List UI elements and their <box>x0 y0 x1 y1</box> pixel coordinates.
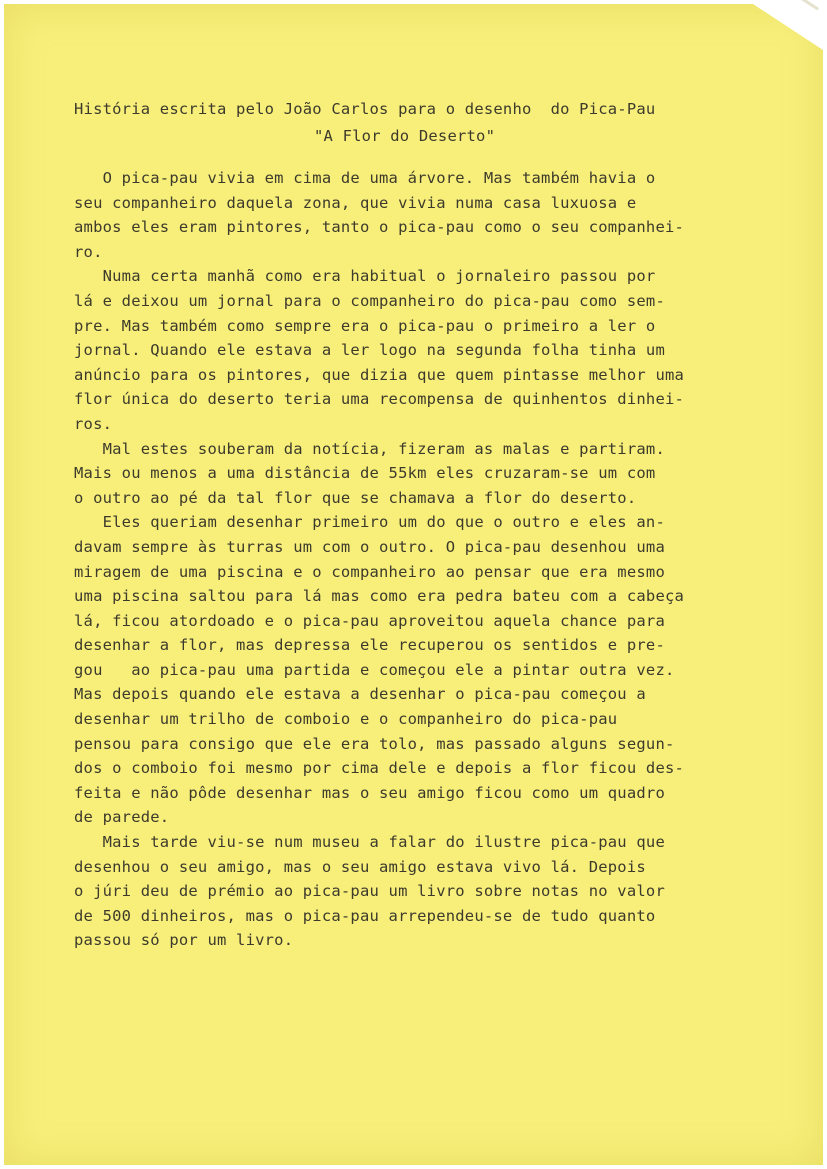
text-line: miragem de uma piscina e o companheiro ao pensar que era mesmo <box>74 562 665 581</box>
text-line: ambos eles eram pintores, tanto o pica-pau como o seu companhei- <box>74 218 685 237</box>
text-line: uma piscina saltou para lá mas como era pedra bateu com a cabeça <box>74 587 685 606</box>
text-line: Mais tarde viu-se num museu a falar do ilustre pica-pau que <box>74 833 665 852</box>
text-line: de parede. <box>74 808 170 827</box>
text-line: lá e deixou um jornal para o companheiro do pica-pau como sem- <box>74 291 665 310</box>
text-line: passou só por um livro. <box>74 931 294 950</box>
typewritten-page <box>4 4 823 1165</box>
text-line: dos o comboio foi mesmo por cima dele e depois a flor ficou des- <box>74 759 685 778</box>
text-line: pensou para consigo que ele era tolo, mas passado alguns segun- <box>74 734 675 753</box>
text-line: o outro ao pé da tal flor que se chamava a flor do deserto. <box>74 488 637 507</box>
text-line: lá, ficou atordoado e o pica-pau aproveitou aquela chance para <box>74 611 665 630</box>
text-line: desenhar um trilho de comboio e o companheiro do pica-pau <box>74 710 618 729</box>
text-line: Mal estes souberam da notícia, fizeram as malas e partiram. <box>74 439 665 458</box>
title-line-2: "A Flor do Deserto" <box>314 127 496 145</box>
title-line-1: História escrita pelo João Carlos para o desenho do Pica-Pau <box>74 100 656 118</box>
text-line: anúncio para os pintores, que dizia que quem pintasse melhor uma <box>74 365 685 384</box>
text-line: Eles queriam desenhar primeiro um do que o outro e eles an- <box>74 513 665 532</box>
text-line: de 500 dinheiros, mas o pica-pau arrependeu-se de tudo quanto <box>74 906 656 925</box>
text-line: gou ao pica-pau uma partida e começou ele a pintar outra vez. <box>74 660 675 679</box>
text-line: seu companheiro daquela zona, que vivia numa casa luxuosa e <box>74 193 637 212</box>
text-line: o júri deu de prémio ao pica-pau um livro sobre notas no valor <box>74 882 665 901</box>
text-line: flor única do deserto teria uma recompensa de quinhentos dinhei- <box>74 390 685 409</box>
text-line: jornal. Quando ele estava a ler logo na segunda folha tinha um <box>74 341 665 360</box>
text-line: feita e não pôde desenhar mas o seu amigo ficou como um quadro <box>74 783 665 802</box>
text-line: ro. <box>74 242 103 261</box>
text-line: Mais ou menos a uma distância de 55km eles cruzaram-se um com <box>74 464 656 483</box>
text-line: ros. <box>74 414 113 433</box>
folded-corner <box>753 4 823 50</box>
text-line: Numa certa manhã como era habitual o jornaleiro passou por <box>74 267 656 286</box>
text-line: desenhou o seu amigo, mas o seu amigo estava vivo lá. Depois <box>74 857 646 876</box>
text-line: pre. Mas também como sempre era o pica-pau o primeiro a ler o <box>74 316 656 335</box>
text-line: Mas depois quando ele estava a desenhar o pica-pau começou a <box>74 685 646 704</box>
story-body <box>74 166 764 953</box>
text-line: davam sempre às turras um com o outro. O pica-pau desenhou uma <box>74 537 665 556</box>
text-line: O pica-pau vivia em cima de uma árvore. Mas também havia o <box>74 169 656 187</box>
document-heading <box>74 96 754 150</box>
text-line: desenhar a flor, mas depressa ele recuperou os sentidos e pre- <box>74 636 665 655</box>
